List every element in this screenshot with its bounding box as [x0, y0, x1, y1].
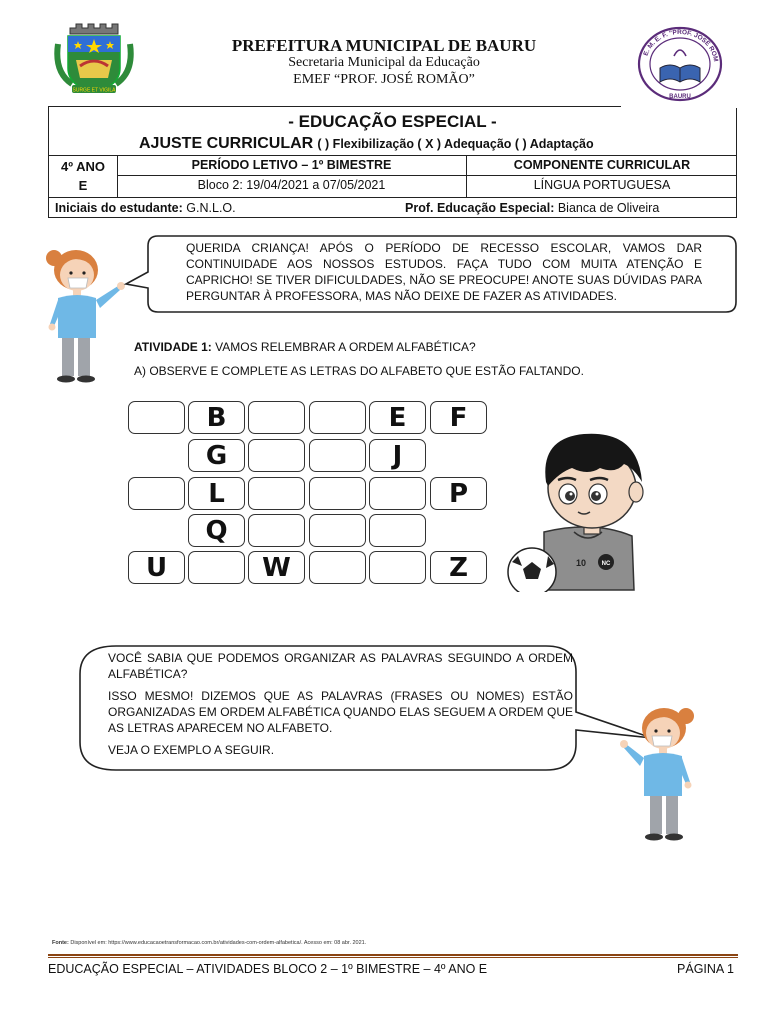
- teacher-illustration: [44, 242, 130, 386]
- letter-box-h[interactable]: [248, 439, 305, 472]
- special-education-teacher: [405, 201, 659, 215]
- teacher-illustration-2: [618, 700, 704, 844]
- letter-box-p: P: [430, 477, 487, 510]
- period-value: Bloco 2: 19/04/2021 a 07/05/2021: [197, 178, 386, 192]
- period-header: PERÍODO LETIVO – 1º BIMESTRE: [191, 158, 392, 172]
- letter-box-i[interactable]: [309, 439, 366, 472]
- teacher-label: Prof. Educação Especial:: [405, 201, 555, 215]
- crest-motto: SURGE ET VIGILA: [72, 87, 116, 94]
- letter-box-y[interactable]: [369, 551, 426, 584]
- component-header: COMPONENTE CURRICULAR: [513, 158, 691, 172]
- letter-box-s[interactable]: [309, 514, 366, 547]
- letter-box-t[interactable]: [369, 514, 426, 547]
- source-label: Fonte:: [52, 940, 69, 946]
- footer-divider-thin: [48, 957, 738, 958]
- letter-box-v[interactable]: [188, 551, 245, 584]
- adjustment-options: ( ) Flexibilização ( X ) Adequação ( ) Adaptação: [317, 137, 594, 151]
- letter-box-g: G: [188, 439, 245, 472]
- footer-divider: [48, 954, 738, 956]
- shirt-badge: NC: [601, 561, 611, 567]
- bubble-2-paragraph-2: ISSO MESMO! DIZEMOS QUE AS PALAVRAS (FRASES OU NOMES) ESTÃO ORGANIZADAS EM ORDEM ALFABÉTICA QUANDO ELAS SEGUEM A ORDEM QUE AS LETRAS APARECEM NO ALFABETO.: [108, 689, 573, 735]
- component-value: LÍNGUA PORTUGUESA: [533, 178, 671, 192]
- footer-text: EDUCAÇÃO ESPECIAL – ATIVIDADES BLOCO 2 – 1º BIMESTRE – 4º ANO E: [48, 962, 488, 976]
- school-name: EMEF “PROF. JOSÉ ROMÃO”: [293, 72, 475, 87]
- letter-box-u: U: [128, 551, 185, 584]
- letter-box-r[interactable]: [248, 514, 305, 547]
- student-value: G.N.L.O.: [186, 201, 236, 215]
- source-text: Disponível em: https://www.educacaoetransformacao.com.br/atividades-com-ordem-alfabetica/. Acesso em: 08 abr. 2021.: [70, 940, 367, 946]
- bubble-1-text: QUERIDA CRIANÇA! APÓS O PERÍODO DE RECESSO ESCOLAR, VAMOS DAR CONTINUIDADE AOS NOSSOS ESTUDOS. FAÇA TUDO COM MUITA ATENÇÃO E CAPRICHO! SE TIVER DIFICULDADES, NÃO SE PREOCUPE! ANOTE SUAS DÚVIDAS PARA PERGUNTAR À PROFESSORA, MAS NÃO DEIXE DE FAZER AS ATIVIDADES.: [186, 241, 702, 303]
- seal-text: E. M. E. F. "PROF. JOSÉ ROM: [642, 28, 719, 63]
- letter-box-x[interactable]: [309, 551, 366, 584]
- special-education-title: - EDUCAÇÃO ESPECIAL -: [288, 112, 497, 131]
- page-number: PÁGINA 1: [677, 962, 734, 976]
- boy-with-ball-illustration: [504, 428, 646, 592]
- curriculum-info-table: [48, 106, 737, 218]
- activity-label: ATIVIDADE 1:: [134, 340, 212, 354]
- letter-box-z: Z: [430, 551, 487, 584]
- page-title: PREFEITURA MUNICIPAL DE BAURU: [231, 36, 537, 55]
- shirt-number: 10: [576, 558, 587, 568]
- letter-box-a[interactable]: [128, 401, 185, 434]
- activity-heading: [134, 340, 476, 354]
- city-crest-logo: [52, 22, 136, 98]
- letter-box-w: W: [248, 551, 305, 584]
- activity-instruction: A) OBSERVE E COMPLETE AS LETRAS DO ALFABETO QUE ESTÃO FALTANDO.: [134, 364, 584, 378]
- curricular-adjustment: [139, 135, 594, 153]
- letter-box-e: E: [369, 401, 426, 434]
- activity-title: VAMOS RELEMBRAR A ORDEM ALFABÉTICA?: [215, 340, 476, 354]
- seal-city: BAURU: [669, 94, 691, 100]
- student-initials: [55, 201, 236, 215]
- secretariat-subtitle: Secretaria Municipal da Educação: [288, 55, 480, 70]
- source-citation: [52, 940, 366, 946]
- letter-box-b: B: [188, 401, 245, 434]
- school-seal-logo: [636, 26, 724, 102]
- letter-box-m[interactable]: [248, 477, 305, 510]
- bubble-2-paragraph-1: VOCÊ SABIA QUE PODEMOS ORGANIZAR AS PALAVRAS SEGUINDO A ORDEM ALFABÉTICA?: [108, 651, 573, 681]
- letter-box-f: F: [430, 401, 487, 434]
- letter-box-k[interactable]: [128, 477, 185, 510]
- letter-box-o[interactable]: [369, 477, 426, 510]
- letter-box-j: J: [369, 439, 426, 472]
- letter-box-d[interactable]: [309, 401, 366, 434]
- grade-line1: 4º ANO: [61, 159, 105, 174]
- adjustment-label: AJUSTE CURRICULAR: [139, 135, 314, 152]
- letter-box-q: Q: [188, 514, 245, 547]
- letter-box-l: L: [188, 477, 245, 510]
- teacher-value: Bianca de Oliveira: [557, 201, 660, 215]
- bubble-2-text: [108, 650, 573, 758]
- grade-line2: E: [78, 178, 88, 193]
- letter-box-n[interactable]: [309, 477, 366, 510]
- student-label: Iniciais do estudante:: [55, 201, 183, 215]
- bubble-2-paragraph-3: VEJA O EXEMPLO A SEGUIR.: [108, 743, 275, 757]
- letter-box-c[interactable]: [248, 401, 305, 434]
